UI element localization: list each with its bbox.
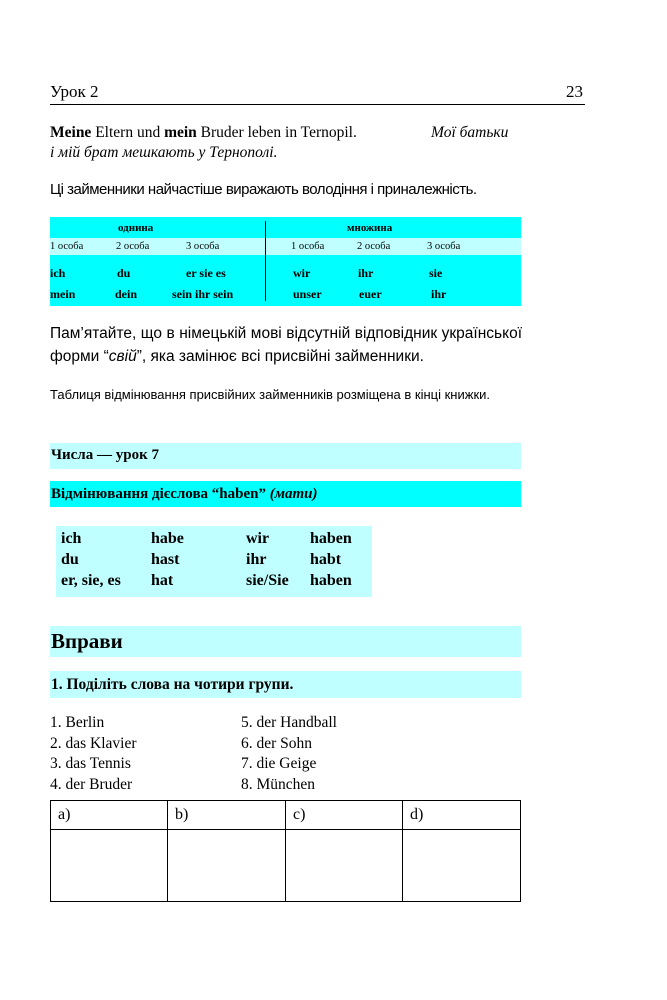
possession-note: Ці займенники найчастіше виражають володіння і приналежність. xyxy=(50,181,477,198)
word-list-left xyxy=(50,713,137,795)
person-label: 2 особа xyxy=(116,241,150,252)
possessive-pronoun-table xyxy=(50,217,521,306)
example-translation-1: Мої батьки xyxy=(431,124,509,141)
word-list-right xyxy=(241,713,337,795)
group-d-label: d) xyxy=(410,806,424,823)
haben-section-bar: Відмінювання дієслова “haben” (мати) xyxy=(50,481,521,507)
haben-form: habt xyxy=(310,551,342,568)
possessive-cell: ihr xyxy=(431,287,447,301)
pronoun-cell: ihr xyxy=(358,266,374,280)
person-label: 3 особа xyxy=(427,241,461,252)
page-number: 23 xyxy=(566,82,583,101)
possessive-cell: dein xyxy=(115,287,138,301)
person-label: 1 особа xyxy=(291,241,325,252)
list-item: 5. der Handball xyxy=(241,714,337,731)
possessive-cell: unser xyxy=(293,287,322,301)
pronoun-cell: sie xyxy=(429,266,443,280)
list-item: 6. der Sohn xyxy=(241,734,313,752)
answer-grid xyxy=(50,800,521,902)
group-a-label: a) xyxy=(58,806,71,823)
possessive-cell: euer xyxy=(359,287,382,301)
pronoun-cell: ich xyxy=(50,266,66,280)
haben-pronoun: ich xyxy=(61,530,82,547)
pronoun-cell: wir xyxy=(293,266,311,280)
group-b-label: b) xyxy=(175,806,189,823)
person-label: 2 особа xyxy=(357,241,391,252)
person-row xyxy=(50,238,521,255)
table-divider xyxy=(265,221,266,301)
pronoun-cell: er sie es xyxy=(186,266,226,280)
group-c-label: c) xyxy=(293,806,306,823)
exercises-heading: Вправи xyxy=(50,626,521,657)
chapter-label: Урок 2 xyxy=(50,82,99,101)
possessive-cell: sein ihr sein xyxy=(172,287,234,301)
list-item: 1. Berlin xyxy=(50,714,105,731)
plural-header: множина xyxy=(347,222,393,234)
haben-form: hast xyxy=(151,551,180,568)
person-label: 1 особа xyxy=(50,241,84,252)
possessive-cell: mein xyxy=(50,287,76,301)
example-translation-2: і мій брат мешкають у Тернополі. xyxy=(50,144,278,161)
grid-column-divider xyxy=(285,801,286,901)
haben-pronoun: er, sie, es xyxy=(61,572,121,589)
header-rule xyxy=(50,104,585,105)
example-german: Meine Eltern und mein Bruder leben in Ternopil. xyxy=(50,124,357,141)
grid-column-divider xyxy=(167,801,168,901)
haben-pronoun: ihr xyxy=(246,551,267,568)
haben-pronoun: wir xyxy=(246,530,270,547)
grid-column-divider xyxy=(402,801,403,901)
exercise-1-title: 1. Поділіть слова на чотири групи. xyxy=(50,671,521,698)
list-item: 2. das Klavier xyxy=(50,734,137,752)
list-item: 7. die Geige xyxy=(241,755,317,772)
haben-form: habe xyxy=(151,530,184,547)
declension-note: Таблиця відмінювання присвійних займенників розміщена в кінці книжки. xyxy=(50,387,491,402)
numbers-section-bar: Числа — урок 7 xyxy=(50,443,521,469)
haben-form: haben xyxy=(310,572,352,589)
example-sentence xyxy=(50,123,525,163)
list-item: 8. München xyxy=(241,775,316,793)
haben-form: hat xyxy=(151,572,174,589)
haben-conjugation-table xyxy=(56,526,372,597)
list-item: 4. der Bruder xyxy=(50,775,133,793)
haben-pronoun: du xyxy=(61,551,79,568)
haben-form: haben xyxy=(310,530,352,547)
svii-note: Пам’ятайте, що в німецькій мові відсутній відповідник української форми “свій”, яка замінює всі присвійні займенники. xyxy=(50,325,522,365)
pronoun-cell: du xyxy=(117,266,131,280)
haben-pronoun: sie/Sie xyxy=(246,572,289,589)
list-item: 3. das Tennis xyxy=(50,755,131,772)
person-label: 3 особа xyxy=(186,241,220,252)
singular-header: однина xyxy=(118,222,154,234)
